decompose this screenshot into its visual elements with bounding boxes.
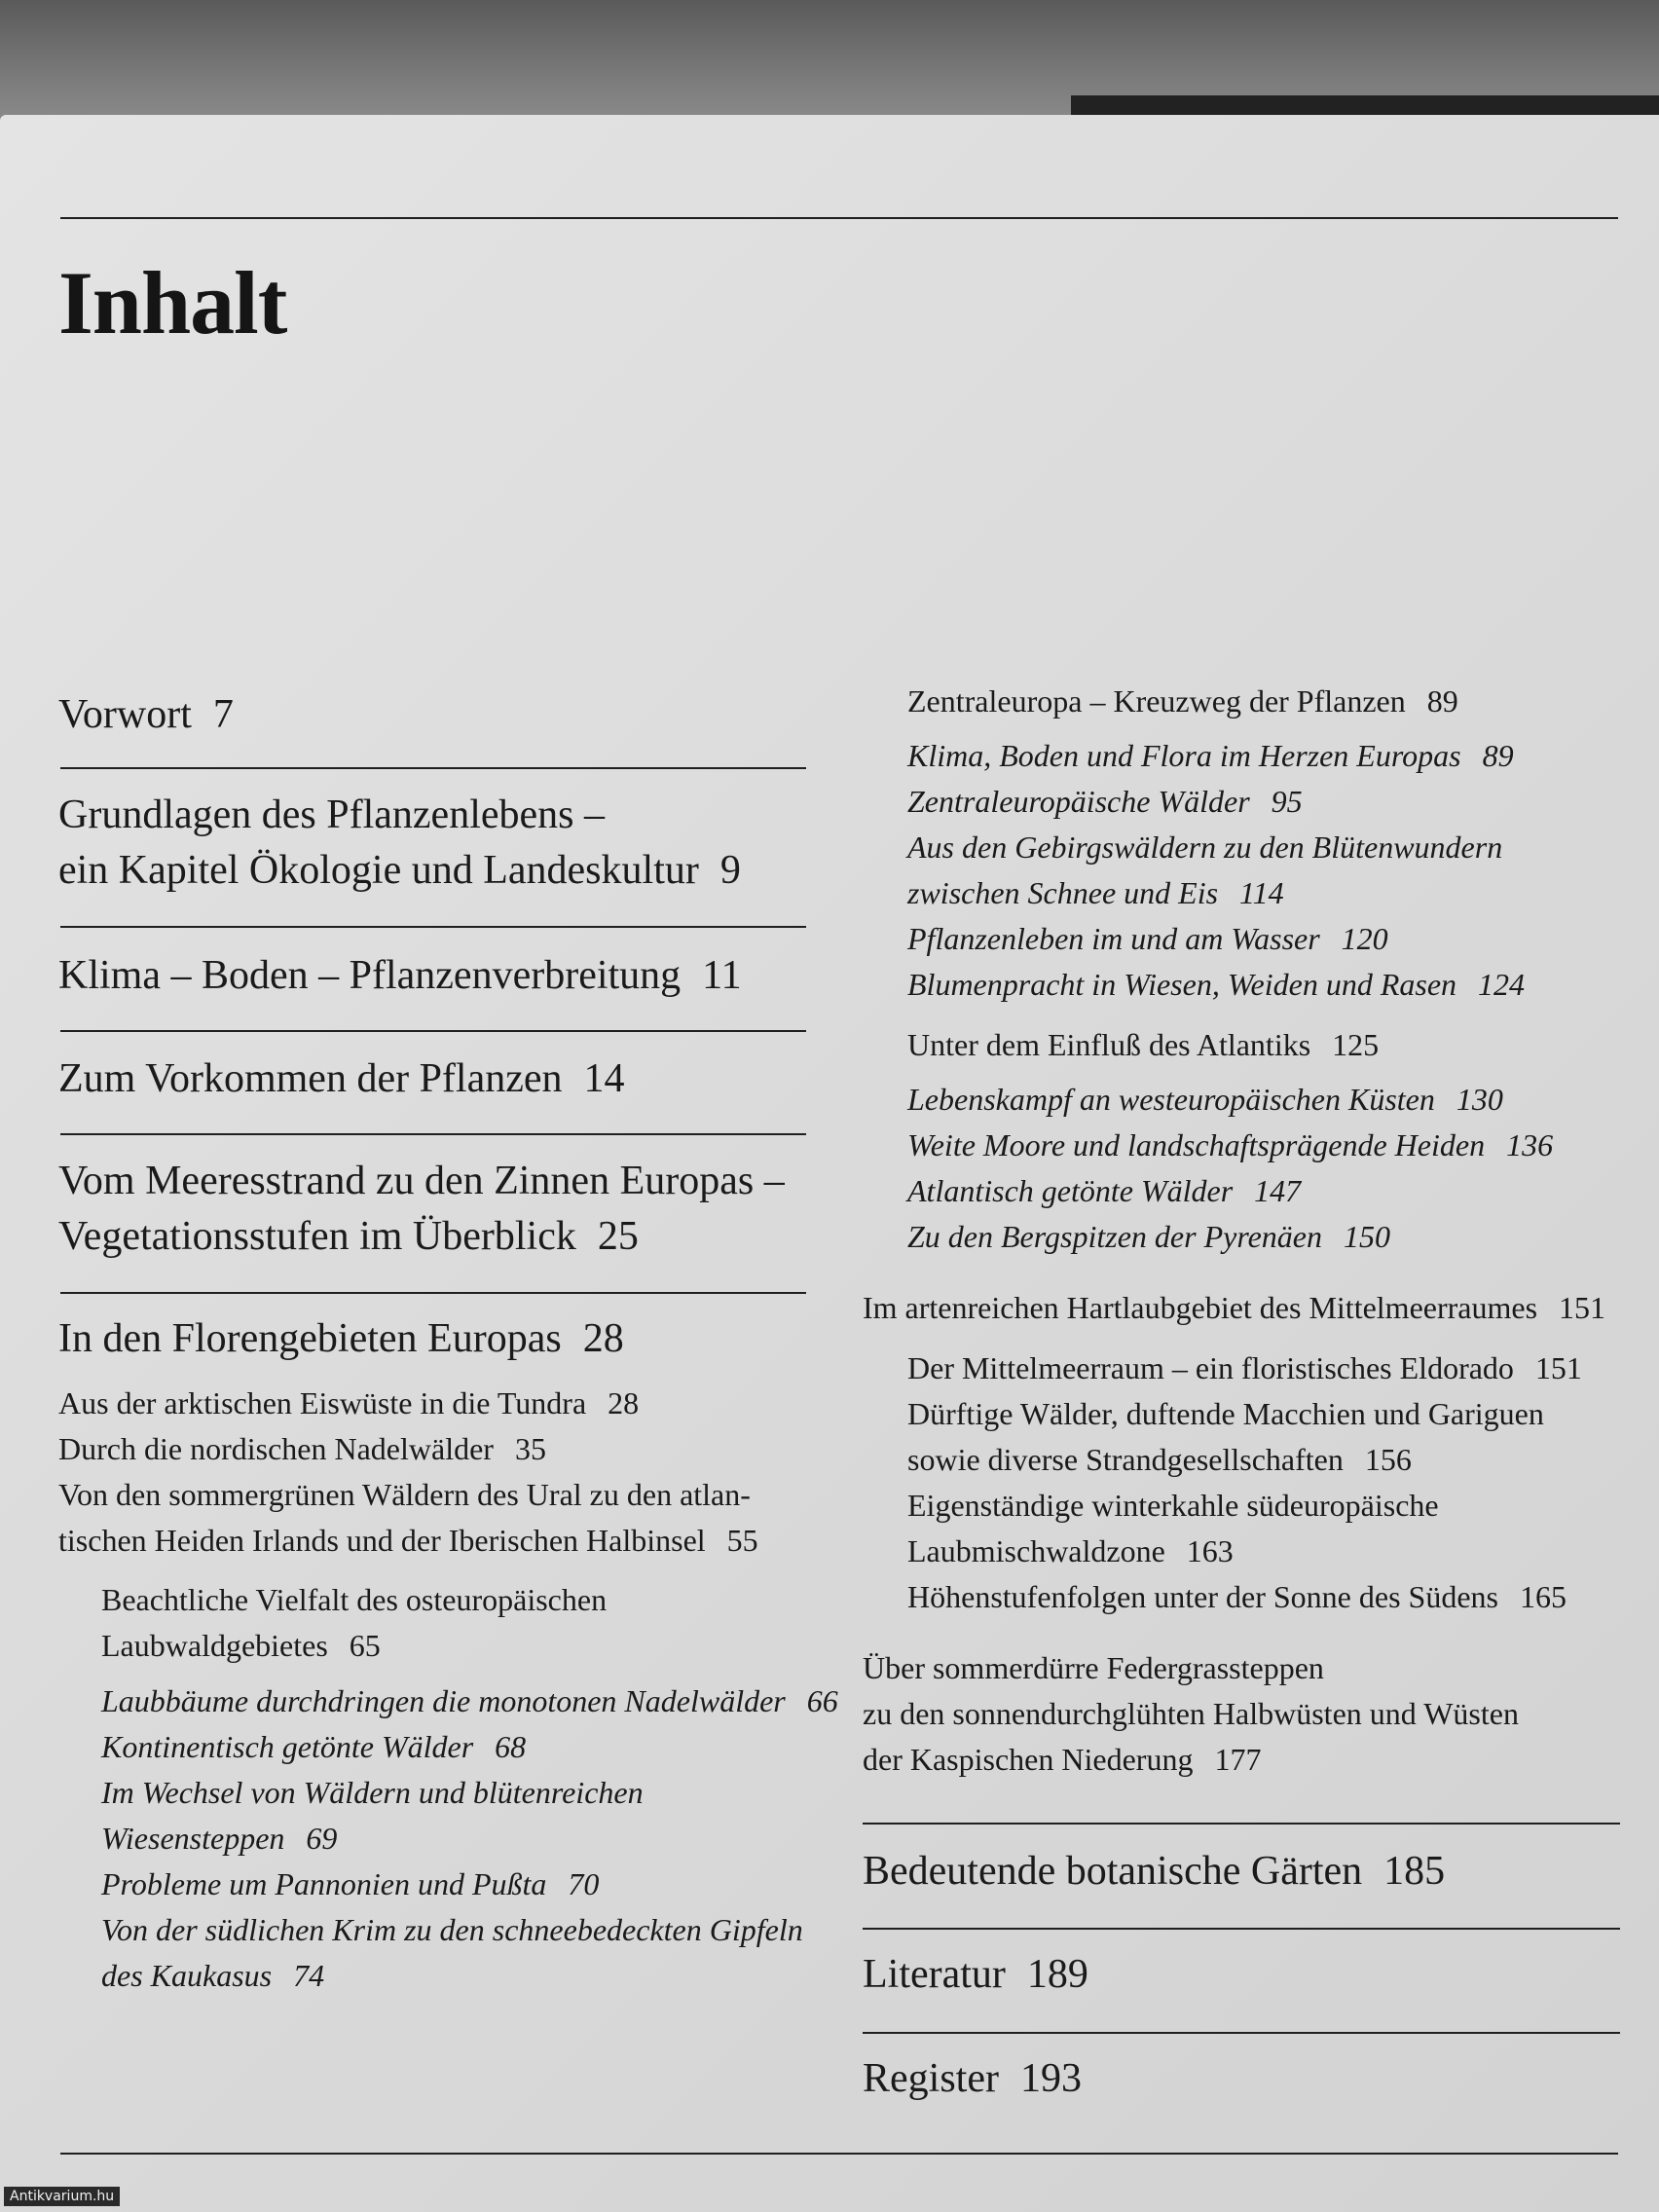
toc-subentry-gebirg[interactable]: Aus den Gebirgswäldern zu den Blütenwundern zwischen Schnee und Eis 114 [907,830,1503,910]
bottom-rule [60,2153,1618,2155]
watermark: Antikvarium.hu [4,2187,120,2206]
toc-subentry-hoehen[interactable]: Höhenstufenfolgen unter der Sonne des Südens 165 [907,1579,1567,1614]
toc-subentry-laubbaeume[interactable]: Laubbäume durchdringen die monotonen Nadelwälder 66 [101,1683,838,1718]
toc-subentry-zentralwaelder[interactable]: Zentraleuropäische Wälder 95 [907,784,1303,819]
toc-subentry-moore[interactable]: Weite Moore und landschaftsprägende Heiden 136 [907,1127,1554,1162]
toc-subentry-wasser[interactable]: Pflanzenleben im und am Wasser 120 [907,921,1388,956]
divider [863,2032,1620,2034]
toc-subentry-atlwaelder[interactable]: Atlantisch getönte Wälder 147 [907,1173,1302,1208]
toc-subentry-nordisch[interactable]: Durch die nordischen Nadelwälder 35 [58,1431,546,1466]
toc-entry-literatur[interactable]: Literatur 189 [863,1952,1088,1997]
toc-subentry-kuesten[interactable]: Lebenskampf an westeuropäischen Küsten 130 [907,1082,1503,1117]
toc-subentry-arktisch[interactable]: Aus der arktischen Eiswüste in die Tundra 28 [58,1385,640,1420]
toc-subentry-hartlaub[interactable]: Im artenreichen Hartlaubgebiet des Mittelmeerraumes 151 [863,1290,1606,1325]
toc-subentry-winterkahl[interactable]: Eigenständige winterkahle südeuropäische Laubmischwaldzone 163 [907,1488,1439,1568]
divider [60,767,806,769]
toc-entry-vorwort[interactable]: Vorwort 7 [58,692,234,737]
page-title: Inhalt [58,253,287,352]
toc-subentry-kontinental[interactable]: Kontinentisch getönte Wälder 68 [101,1729,527,1764]
toc-subentry-klimaboden[interactable]: Klima, Boden und Flora im Herzen Europas 89 [907,738,1514,773]
toc-entry-grundlagen[interactable]: Grundlagen des Pflanzenlebens – ein Kapitel Ökologie und Landeskultur 9 [58,793,741,893]
toc-entry-register[interactable]: Register 193 [863,2056,1082,2101]
toc-entry-meeresstrand[interactable]: Vom Meeresstrand zu den Zinnen Europas – Vegetationsstufen im Überblick 25 [58,1159,785,1259]
toc-entry-klima[interactable]: Klima – Boden – Pflanzenverbreitung 11 [58,953,742,998]
toc-subentry-wechsel[interactable]: Im Wechsel von Wäldern und blütenreichen Wiesensteppen 69 [101,1775,644,1856]
divider [60,1292,806,1294]
book-edge [1071,95,1659,115]
toc-subentry-pyrenaeen[interactable]: Zu den Bergspitzen der Pyrenäen 150 [907,1219,1390,1254]
divider [863,1823,1620,1825]
toc-subentry-blumen[interactable]: Blumenpracht in Wiesen, Weiden und Rasen 124 [907,967,1526,1002]
toc-entry-gaerten[interactable]: Bedeutende botanische Gärten 185 [863,1849,1446,1894]
divider [60,1133,806,1135]
toc-subentry-osteuropa[interactable]: Beachtliche Vielfalt des osteuropäischen Laubwaldgebietes 65 [101,1582,608,1663]
toc-subentry-pannonien[interactable]: Probleme um Pannonien und Pußta 70 [101,1866,600,1901]
toc-subentry-krim[interactable]: Von der südlichen Krim zu den schneebedeckten Gipfeln des Kaukasus 74 [101,1912,803,1993]
divider [863,1928,1620,1930]
toc-subentry-steppen[interactable]: Über sommerdürre Federgrassteppen zu den sonnendurchglühten Halbwüsten und Wüsten der Kaspischen Niederung 177 [863,1650,1519,1777]
toc-subentry-macchien[interactable]: Dürftige Wälder, duftende Macchien und Gariguen sowie diverse Strandgesellschaften 156 [907,1396,1544,1477]
toc-subentry-ural[interactable]: Von den sommergrünen Wäldern des Ural zu den atlan- tischen Heiden Irlands und der Iberischen Halbinsel 55 [58,1477,758,1558]
divider [60,926,806,928]
top-rule [60,217,1618,219]
toc-entry-florengebiete[interactable]: In den Florengebieten Europas 28 [58,1316,624,1361]
toc-subentry-eldorado[interactable]: Der Mittelmeerraum – ein floristisches Eldorado 151 [907,1350,1582,1385]
toc-subentry-zentral[interactable]: Zentraleuropa – Kreuzweg der Pflanzen 89 [907,683,1458,719]
toc-entry-vorkommen[interactable]: Zum Vorkommen der Pflanzen 14 [58,1056,625,1101]
toc-subentry-atlantik[interactable]: Unter dem Einfluß des Atlantiks 125 [907,1027,1380,1062]
divider [60,1030,806,1032]
